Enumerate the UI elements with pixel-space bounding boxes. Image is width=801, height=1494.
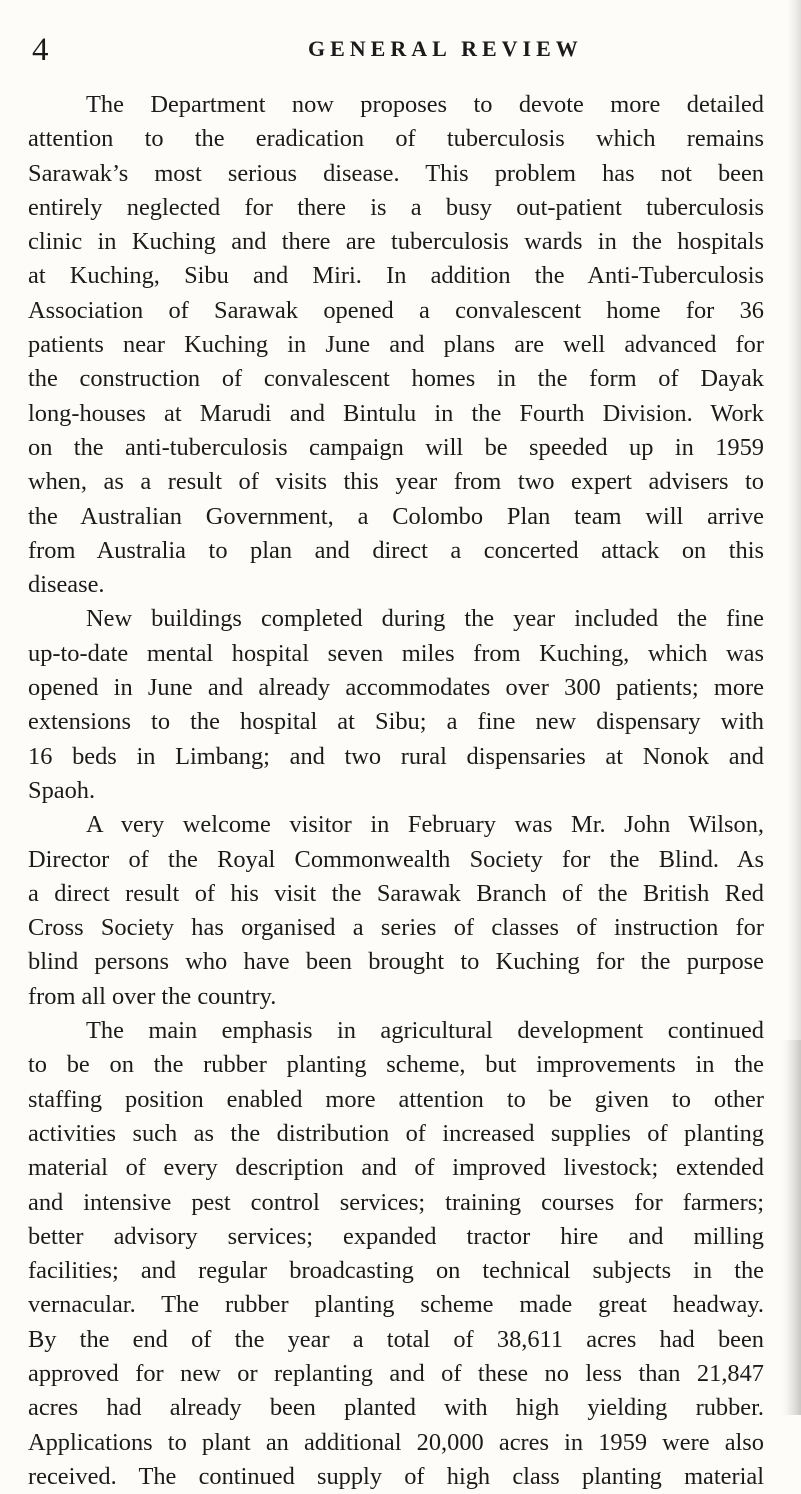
text-line: at Kuching, Sibu and Miri. In addition the Anti-Tuberculosis [28,262,764,290]
page-number: 4 [32,32,49,68]
paragraph [28,808,764,1014]
text-line: New buildings completed during the year included the fine [86,605,764,633]
text-line: the Australian Government, a Colombo Plan team will arrive [28,502,764,530]
text-line: to be on the rubber planting scheme, but improvements in the [28,1051,764,1079]
text-line: disease. [28,571,105,599]
text-line: entirely neglected for there is a busy out-patient tuberculosis [28,193,764,221]
text-line: material of every description and of improved livestock; extended [28,1154,764,1182]
text-line: Director of the Royal Commonwealth Society for the Blind. As [28,845,764,873]
running-head: GENERAL REVIEW [308,36,583,61]
body-text [28,88,764,1494]
paragraph [28,602,764,808]
text-line: and intensive pest control services; training courses for farmers; [28,1188,764,1216]
text-line: up-to-date mental hospital seven miles from Kuching, which was [28,639,764,667]
text-line: received. The continued supply of high class planting material [28,1462,764,1490]
text-line: staffing position enabled more attention to be given to other [28,1085,764,1113]
text-line: Association of Sarawak opened a convalescent home for 36 [28,296,764,324]
text-line: acres had already been planted with high yielding rubber. [28,1394,764,1422]
text-line: a direct result of his visit the Sarawak Branch of the British Red [28,879,764,907]
text-line: opened in June and already accommodates over 300 patients; more [28,674,764,702]
text-line: The Department now proposes to devote more detailed [86,91,764,118]
text-line: attention to the eradication of tuberculosis which remains [28,125,764,153]
paragraph [28,88,764,602]
text-line: activities such as the distribution of increased supplies of planting [28,1119,764,1147]
text-line: Sarawak’s most serious disease. This problem has not been [28,159,764,187]
text-line: clinic in Kuching and there are tuberculosis wards in the hospitals [28,228,764,256]
text-line: extensions to the hospital at Sibu; a fine new dispensary with [28,708,764,736]
text-line: patients near Kuching in June and plans are well advanced for [28,331,764,359]
text-line: The main emphasis in agricultural development continued [86,1017,764,1045]
text-line: Cross Society has organised a series of classes of instruction for [28,914,764,942]
text-line: better advisory services; expanded tractor hire and milling [28,1222,764,1250]
text-line: 16 beds in Limbang; and two rural dispensaries at Nonok and [28,742,764,770]
text-line: facilities; and regular broadcasting on technical subjects in the [28,1257,764,1285]
paragraph [28,1014,764,1494]
text-line: long-houses at Marudi and Bintulu in the Fourth Division. Work [28,399,764,427]
text-line: vernacular. The rubber planting scheme made great headway. [28,1291,764,1319]
text-line: on the anti-tuberculosis campaign will be speeded up in 1959 [28,433,764,461]
text-line: By the end of the year a total of 38,611 acres had been [28,1325,764,1353]
text-line: approved for new or replanting and of these no less than 21,847 [28,1359,764,1387]
text-line: Applications to plant an additional 20,000 acres in 1959 were also [28,1428,764,1456]
page-edge-shadow-bottom [781,1040,801,1415]
page-header [0,30,801,70]
text-line: the construction of convalescent homes in the form of Dayak [28,365,764,393]
text-line: blind persons who have been brought to Kuching for the purpose [28,948,764,976]
text-line: from all over the country. [28,982,277,1010]
text-line: when, as a result of visits this year from two expert advisers to [28,468,764,496]
text-line: Spaoh. [28,776,96,804]
text-line: A very welcome visitor in February was Mr. John Wilson, [86,811,764,839]
text-line: from Australia to plan and direct a concerted attack on this [28,536,764,564]
